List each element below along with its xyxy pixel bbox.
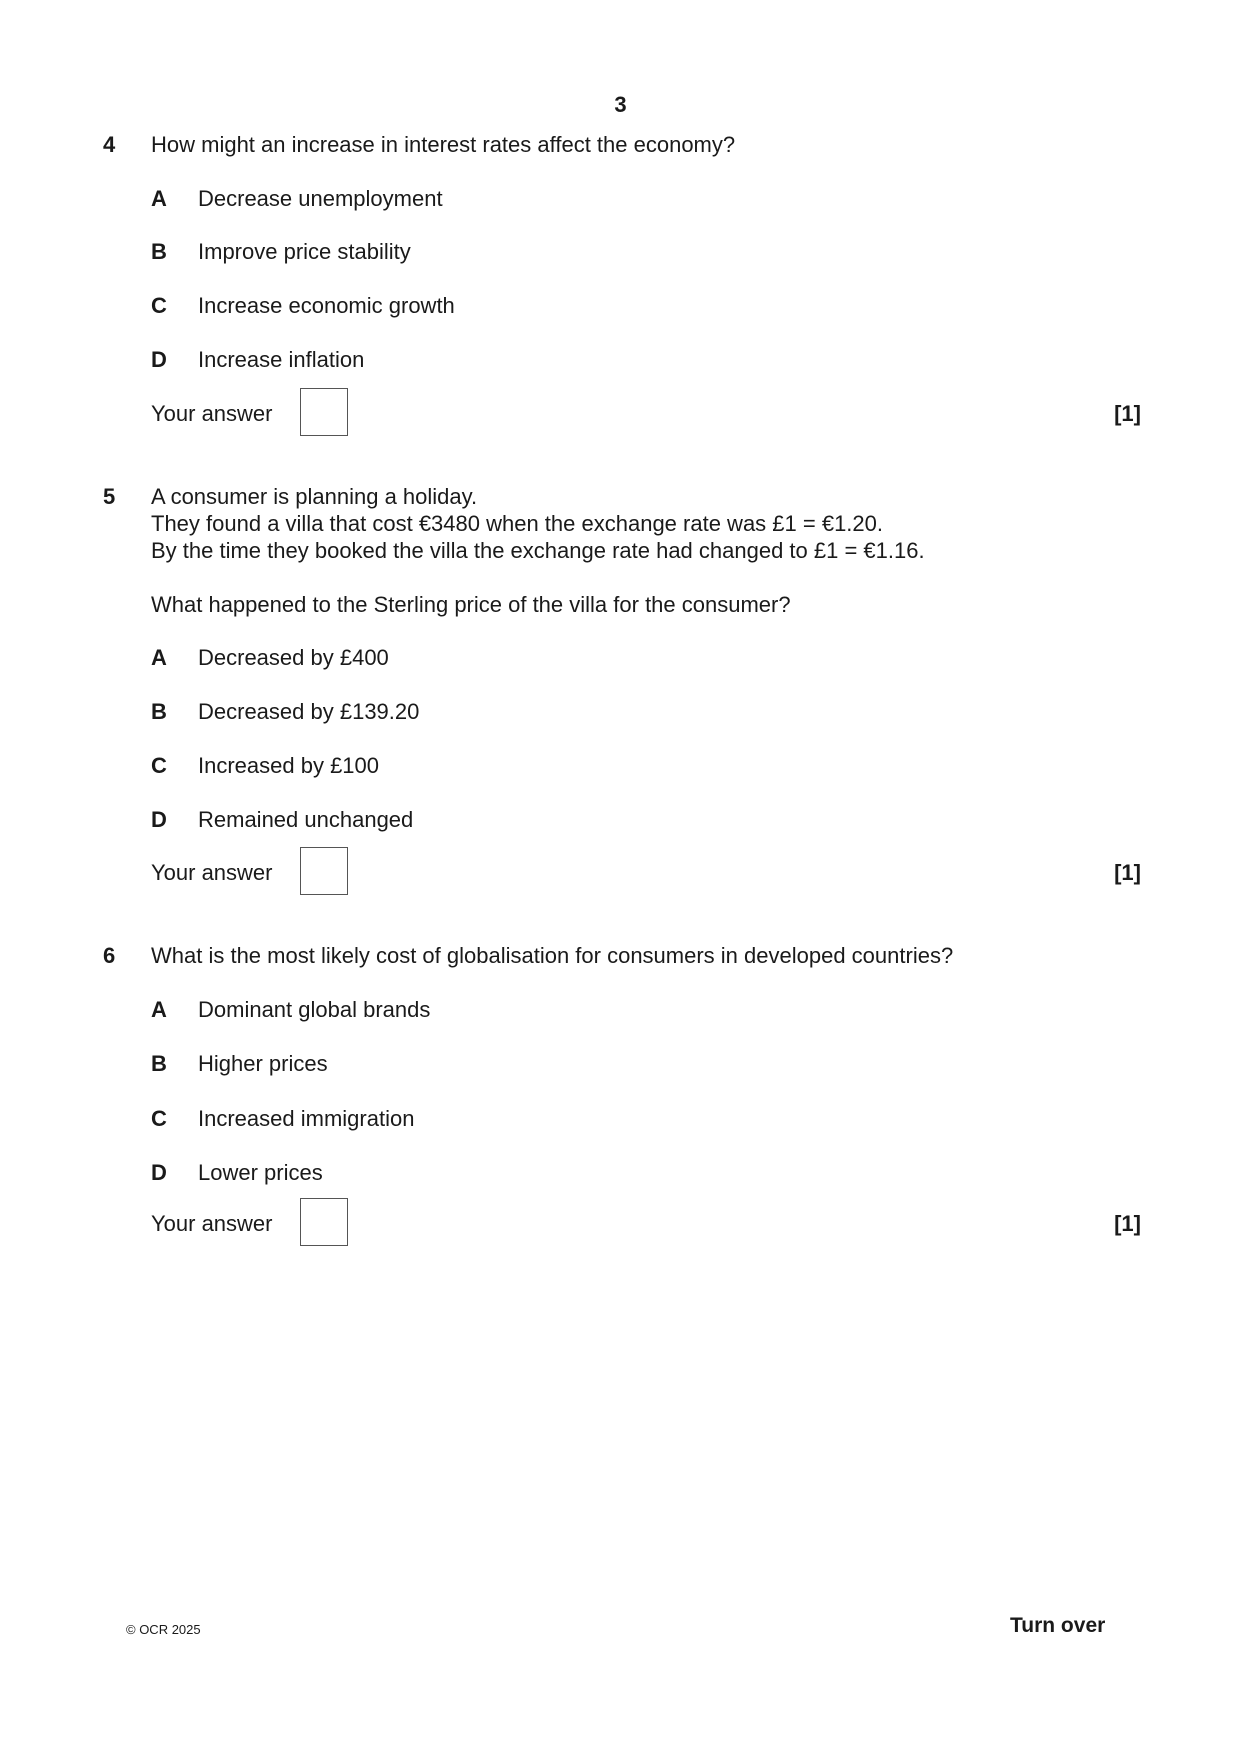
option-text: Remained unchanged (198, 807, 414, 832)
option-text: Lower prices (198, 1160, 323, 1185)
stem-line: What happened to the Sterling price of the villa for the consumer? (151, 592, 791, 617)
option-text: Improve price stability (198, 239, 411, 264)
option-text: Dominant global brands (198, 997, 431, 1022)
option-letter: D (151, 347, 167, 372)
option-text: Higher prices (198, 1051, 328, 1076)
answer-box[interactable] (300, 847, 348, 895)
option-letter: B (151, 1051, 167, 1076)
option-letter: C (151, 753, 167, 778)
marks-label: [1] (1114, 860, 1141, 885)
question-stem (151, 131, 1151, 158)
option-letter: B (151, 699, 167, 724)
option-letter: C (151, 293, 167, 318)
option-text: Decrease unemployment (198, 186, 443, 211)
option-letter: D (151, 1160, 167, 1185)
option-text: Increased by £100 (198, 753, 380, 778)
option-letter: D (151, 807, 167, 832)
stem-line: By the time they booked the villa the exchange rate had changed to £1 = €1.16. (151, 538, 925, 563)
stem-line: How might an increase in interest rates affect the economy? (151, 132, 736, 157)
option-letter: A (151, 186, 167, 211)
stem-line: A consumer is planning a holiday. (151, 484, 478, 509)
answer-row (151, 847, 1141, 897)
question-number: 4 (103, 132, 116, 157)
question-stem (151, 942, 1151, 969)
answer-row (151, 1198, 1141, 1248)
option-text: Decreased by £400 (198, 645, 389, 670)
option-letter: C (151, 1106, 167, 1131)
answer-label: Your answer (151, 401, 273, 426)
question-number: 6 (103, 943, 116, 968)
option-letter: A (151, 645, 167, 670)
marks-label: [1] (1114, 1211, 1141, 1236)
stem-line: They found a villa that cost €3480 when the exchange rate was £1 = €1.20. (151, 511, 883, 536)
option-text: Increase economic growth (198, 293, 455, 318)
option-text: Increased immigration (198, 1106, 415, 1131)
marks-label: [1] (1114, 401, 1141, 426)
answer-box[interactable] (300, 388, 348, 436)
answer-box[interactable] (300, 1198, 348, 1246)
footer-turn-over: Turn over (1010, 1614, 1106, 1637)
answer-row (151, 388, 1141, 438)
question-number: 5 (103, 484, 116, 509)
option-letter: B (151, 239, 167, 264)
option-text: Decreased by £139.20 (198, 699, 420, 724)
answer-label: Your answer (151, 860, 273, 885)
footer-copyright: © OCR 2025 (126, 1622, 201, 1637)
page-number: 3 (614, 92, 627, 117)
answer-label: Your answer (151, 1211, 273, 1236)
option-letter: A (151, 997, 167, 1022)
option-text: Increase inflation (198, 347, 365, 372)
question-stem (151, 483, 1151, 618)
stem-line: What is the most likely cost of globalisation for consumers in developed countries? (151, 943, 954, 968)
